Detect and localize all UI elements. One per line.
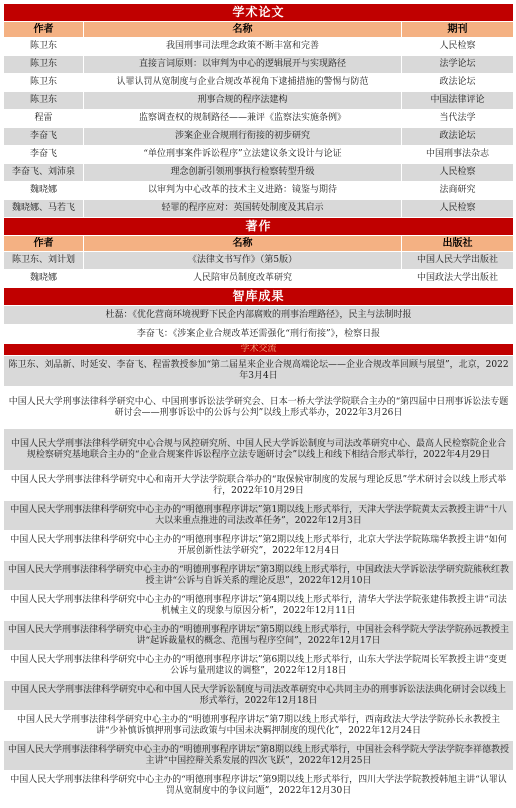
paper-author: 李奋飞: [4, 146, 84, 164]
list-item: [4, 771, 514, 801]
table-row: [4, 92, 514, 110]
activity-item: 中国人民大学刑事法律科学研究中心主办的“明德刑事程序讲坛”第5期以线上形式举行，中国社会科学院大学法学院孙远教授主讲“起诉裁量权的概念、范围与程序空间”，2022年12月17日: [4, 621, 514, 651]
activity-item: 中国人民大学刑事法律科学研究中心主办的“明德刑事程序讲坛”第9期以线上形式举行，四川大学法学院教授韩旭主讲“认罪认罚从宽制度中的争议问题”，2022年12月30日: [4, 771, 514, 801]
col-header-author: 作者: [4, 236, 84, 252]
activity-item: 中国人民大学刑事法律科学研究中心和中国人民大学诉讼制度与司法改革研究中心共同主办的刑事诉讼法法典化研讨会以线上形式举行，2022年12月18日: [4, 681, 514, 711]
book-title: 《法律文书写作》（第5版）: [84, 252, 402, 270]
activity-item: 中国人民大学刑事法律科学研究中心主办的“明德刑事程序讲坛”第2期以线上形式举行，北京大学法学院陈瑞华教授主讲“如何开展创新性法学研究”，2022年12月4日: [4, 531, 514, 561]
list-item: [4, 591, 514, 621]
col-header-publisher: 出版社: [402, 236, 514, 252]
col-header-title: 名称: [84, 236, 402, 252]
list-item: [4, 325, 514, 344]
paper-journal: 人民检察: [402, 200, 514, 218]
list-item: [4, 501, 514, 531]
list-item: [4, 306, 514, 325]
paper-author: 魏晓娜、马若飞: [4, 200, 84, 218]
table-row: [4, 270, 514, 288]
table-row: [4, 182, 514, 200]
list-item: [4, 681, 514, 711]
activity-item: 中国人民大学刑事法律科学研究中心主办的“明德刑事程序讲坛”第1期以线上形式举行，天津大学法学院黄太云教授主讲“十八大以来重点推进的司法改革任务”，2022年12月3日: [4, 501, 514, 531]
book-publisher: 中国政法大学出版社: [402, 270, 514, 288]
book-publisher: 中国人民大学出版社: [402, 252, 514, 270]
activity-item: 中国人民大学刑事法律科学研究中心主办的“明德刑事程序讲坛”第3期以线上形式举行，中国政法大学诉讼法学研究院熊秋红教授主讲“公诉与自诉关系的理论反思”，2022年12月10日: [4, 561, 514, 591]
table-row: [4, 128, 514, 146]
paper-author: 程雷: [4, 110, 84, 128]
paper-journal: 人民检察: [402, 38, 514, 56]
book-author: 陈卫东、刘计划: [4, 252, 84, 270]
think-tank-item: 李奋飞：《涉案企业合规改革还需强化“刑行衔接”》，检察日报: [4, 325, 514, 344]
paper-journal: 法商研究: [402, 182, 514, 200]
section-title-papers: 学术论文: [4, 4, 514, 22]
activity-item: 中国人民大学刑事法律科学研究中心主办的“明德刑事程序讲坛”第6期以线上形式举行，山东大学法学院周长军教授主讲“变更公诉与量刑建议的调整”，2022年12月18日: [4, 651, 514, 681]
paper-journal: 中国法律评论: [402, 92, 514, 110]
paper-journal: 人民检察: [402, 164, 514, 182]
activity-item: 中国人民大学刑事法律科学研究中心主办的“明德刑事程序讲坛”第4期以线上形式举行，清华大学法学院张建伟教授主讲“司法机械主义的现象与原因分析”，2022年12月11日: [4, 591, 514, 621]
paper-journal: 法学论坛: [402, 56, 514, 74]
col-header-journal: 期刊: [402, 22, 514, 38]
paper-author: 李奋飞、刘沛泉: [4, 164, 84, 182]
paper-journal: 当代法学: [402, 110, 514, 128]
activity-item: 中国人民大学刑事法律科学研究中心、中国刑事诉讼法学研究会、日本一桥大学法学院联合主办的“第四届中日刑事诉讼法专题研讨会——刑事诉讼中的公诉与公判”以线上形式举办，2022年3月26日: [4, 387, 514, 429]
paper-title: 监察调查权的规制路径——兼评《监察法实施条例》: [84, 110, 402, 128]
papers-body: [4, 38, 514, 218]
books-body: [4, 252, 514, 288]
activity-item: 中国人民大学刑事法律科学研究中心主办的“明德刑事程序讲坛”第8期以线上形式举行，中国社会科学院大学法学院李祥德教授主讲“中国控辩关系发展的四次飞跃”，2022年12月25日: [4, 741, 514, 771]
paper-title: “单位刑事案件诉讼程序”立法建议条文设计与论证: [84, 146, 402, 164]
activity-item: 中国人民大学刑事法律科学研究中心主办的“明德刑事程序讲坛”第7期以线上形式举行，西南政法大学法学院孙长永教授主讲“少补慎诉慎押刑事司法政策与中国未决羁押制度的现代化”，2022年12月24日: [4, 711, 514, 741]
paper-title: 直接言词原则：以审判为中心的逻辑展开与实现路径: [84, 56, 402, 74]
section-title-books: 著作: [4, 218, 514, 236]
col-header-title: 名称: [84, 22, 402, 38]
paper-journal: 政法论坛: [402, 74, 514, 92]
col-header-author: 作者: [4, 22, 84, 38]
list-item: [4, 531, 514, 561]
table-row: [4, 146, 514, 164]
paper-journal: 中国刑事法杂志: [402, 146, 514, 164]
paper-title: 涉案企业合规刑行衔接的初步研究: [84, 128, 402, 146]
think-tank-body: [4, 306, 514, 344]
list-item: [4, 621, 514, 651]
list-item: [4, 711, 514, 741]
paper-title: 以审判为中心改革的技术主义进路：镜鉴与期待: [84, 182, 402, 200]
paper-title: 轻罪的程序应对：英国转处制度及其启示: [84, 200, 402, 218]
paper-title: 理念创新引领刑事执行检察转型升级: [84, 164, 402, 182]
paper-title: 我国刑事司法理念政策不断丰富和完善: [84, 38, 402, 56]
book-title: 人民陪审员制度改革研究: [84, 270, 402, 288]
paper-title: 刑事合规的程序法建构: [84, 92, 402, 110]
paper-author: 李奋飞: [4, 128, 84, 146]
list-item: [4, 356, 514, 387]
paper-author: 魏晓娜: [4, 182, 84, 200]
papers-table: [3, 3, 514, 801]
list-item: [4, 741, 514, 771]
activity-item: 陈卫东、刘品新、时延安、李奋飞、程雷教授参加“第二届星来企业合规高端论坛——企业合规改革回顾与展望”，北京，2022年3月4日: [4, 356, 514, 387]
book-author: 魏晓娜: [4, 270, 84, 288]
table-row: [4, 74, 514, 92]
list-item: [4, 387, 514, 429]
paper-journal: 政法论坛: [402, 128, 514, 146]
table-row: [4, 56, 514, 74]
list-item: [4, 651, 514, 681]
section-title-activities: 学术交流: [4, 344, 514, 356]
activity-item: 中国人民大学刑事法律科学研究中心和南开大学法学院联合举办的“取保候审制度的发展与理论反思”学术研讨会以线上形式举行，2022年10月29日: [4, 471, 514, 501]
table-row: [4, 110, 514, 128]
activity-item: 中国人民大学刑事法律科学研究中心合规与风控研究所、中国人民大学诉讼制度与司法改革研究中心、最高人民检察院企业合规检察研究基地联合主办的“企业合规案件诉讼程序立法专题研讨会”以线上和线下相结合形式举行，2022年4月29日: [4, 429, 514, 471]
list-item: [4, 429, 514, 471]
paper-title: 认罪认罚从宽制度与企业合规改革视角下逮捕措施的警惕与防范: [84, 74, 402, 92]
paper-author: 陈卫东: [4, 92, 84, 110]
activities-body: [4, 356, 514, 801]
table-row: [4, 252, 514, 270]
paper-author: 陈卫东: [4, 74, 84, 92]
table-row: [4, 164, 514, 182]
list-item: [4, 561, 514, 591]
paper-author: 陈卫东: [4, 56, 84, 74]
table-row: [4, 200, 514, 218]
table-row: [4, 38, 514, 56]
list-item: [4, 471, 514, 501]
think-tank-item: 杜磊：《优化营商环境视野下民企内部腐败的刑事治理路径》，民主与法制时报: [4, 306, 514, 325]
section-title-think-tank: 智库成果: [4, 288, 514, 306]
paper-author: 陈卫东: [4, 38, 84, 56]
